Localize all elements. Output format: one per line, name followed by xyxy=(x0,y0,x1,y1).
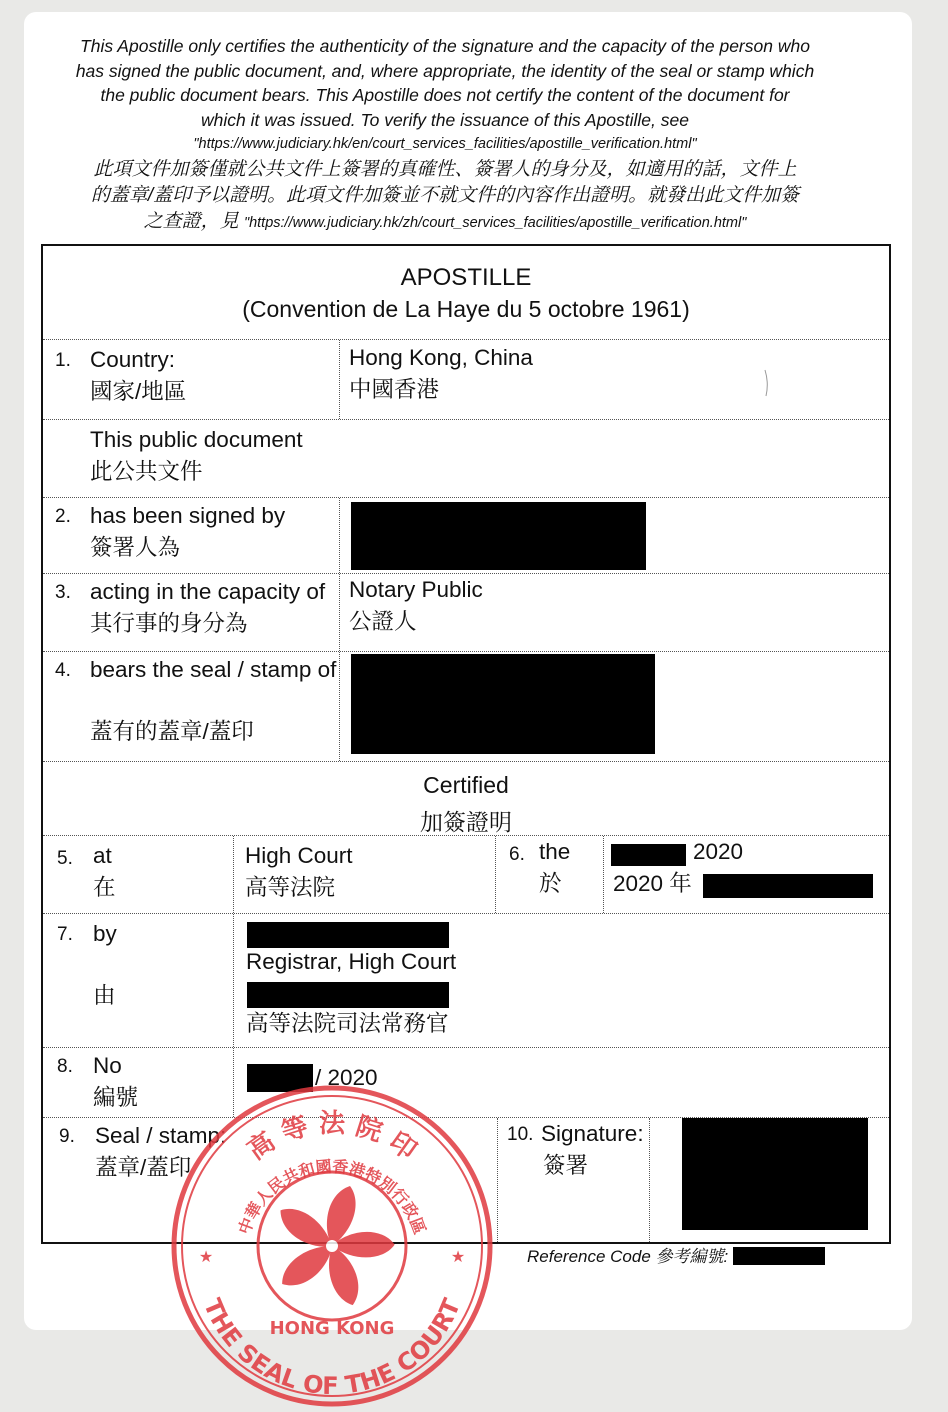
row-capacity xyxy=(43,574,889,652)
seal-of-label-en: bears the seal / stamp of xyxy=(90,657,337,682)
notice-line-4: which it was issued. To verify the issuance of this Apostille, see xyxy=(201,109,689,130)
field-number: 1. xyxy=(55,350,71,371)
date-year: 2020 xyxy=(693,839,744,864)
row-at-the xyxy=(43,836,889,914)
apostille-notice xyxy=(30,34,860,236)
row-seal-of xyxy=(43,652,889,762)
redacted-seal-owner xyxy=(351,654,655,754)
capacity-label: acting in the capacity of 其行事的身分為 xyxy=(90,579,326,636)
field-number: 4. xyxy=(55,660,71,681)
redacted-signer-name xyxy=(351,502,646,570)
field-number: 3. xyxy=(55,582,71,603)
field-number: 6. xyxy=(509,844,525,865)
notice-line-3: the public document bears. This Apostille does not certify the content of the document for xyxy=(100,85,790,105)
seal-of-label-zh: 蓋有的蓋章/蓋印 xyxy=(90,719,254,744)
certified-zh: 加簽證明 xyxy=(420,809,512,835)
country-label: Country: 國家/地區 xyxy=(90,347,187,404)
field-number: 5. xyxy=(57,848,73,869)
row-certified xyxy=(43,762,889,836)
svg-text:中華人民共和國香港特別行政區: 中華人民共和國香港特別行政區 xyxy=(234,1156,430,1237)
redacted-reference-code xyxy=(733,1247,825,1265)
verification-url-en[interactable]: "https://www.judiciary.hk/en/court_services_facilities/apostille_verification.html" xyxy=(193,136,697,152)
redacted-date-day xyxy=(611,844,686,866)
country-value: Hong Kong, China 中國香港 xyxy=(349,345,533,402)
svg-text:HONG KONG: HONG KONG xyxy=(269,1318,395,1339)
by-label-en: by xyxy=(93,921,117,946)
seal-stamp-label: Seal / stamp: 蓋章/蓋印 xyxy=(95,1123,227,1180)
date-year-zh: 2020 年 xyxy=(613,871,692,896)
by-value-en: Registrar, High Court xyxy=(246,949,457,974)
notice-line-1: This Apostille only certifies the authenticity of the signature and the capacity of the person who xyxy=(80,36,810,56)
field-number: 2. xyxy=(55,506,71,527)
no-value-suffix: / 2020 xyxy=(315,1065,378,1090)
redacted-signature xyxy=(682,1118,868,1230)
notice-zh-line-2: 的蓋章/蓋印予以證明。此項文件加簽並不就文件的內容作出證明。就發出此文件加簽 xyxy=(90,184,800,206)
notice-zh-line-1: 此項文件加簽僅就公共文件上簽署的真確性、簽署人的身分及，如適用的話，文件上 xyxy=(93,158,797,180)
no-label: No 編號 xyxy=(93,1053,139,1110)
at-value: High Court 高等法院 xyxy=(245,843,353,900)
svg-text:★: ★ xyxy=(198,1247,214,1266)
notice-zh-line-3: 之查證，見 xyxy=(143,210,239,232)
form-subtitle: (Convention de La Haye du 5 octobre 1961) xyxy=(242,296,690,322)
row-by xyxy=(43,914,889,1048)
redacted-registrar-name-en xyxy=(247,922,449,948)
field-number: 9. xyxy=(59,1126,75,1147)
field-number: 8. xyxy=(57,1056,73,1077)
row-public-document xyxy=(43,420,889,498)
row-signed-by xyxy=(43,498,889,574)
notice-line-2: has signed the public document, and, where appropriate, the identity of the seal or stamp which xyxy=(75,60,815,81)
the-label: the 於 xyxy=(539,839,571,896)
form-header xyxy=(43,246,889,340)
signature-label: Signature: 簽署 xyxy=(541,1121,644,1178)
svg-text:★: ★ xyxy=(450,1247,466,1266)
field-number: 10. xyxy=(507,1124,534,1145)
form-title: APOSTILLE xyxy=(400,264,532,291)
signed-by-label: has been signed by 簽署人為 xyxy=(90,503,286,560)
field-number: 7. xyxy=(57,924,73,945)
reference-code-label: Reference Code 參考編號: xyxy=(527,1247,729,1266)
reference-code xyxy=(527,1242,825,1267)
by-label-zh: 由 xyxy=(93,983,116,1008)
certified-en: Certified xyxy=(423,772,509,798)
redacted-registrar-name-zh xyxy=(247,982,449,1008)
svg-text:THE SEAL OF THE COURT: THE SEAL OF THE COURT xyxy=(197,1294,467,1401)
public-document-label: This public document 此公共文件 xyxy=(90,427,303,484)
capacity-value: Notary Public 公證人 xyxy=(349,577,483,634)
court-seal-stamp xyxy=(168,1082,496,1410)
verification-url-zh[interactable]: "https://www.judiciary.hk/zh/court_services_facilities/apostille_verification.html" xyxy=(243,214,747,231)
at-label: at 在 xyxy=(93,843,116,900)
pen-mark xyxy=(762,368,772,398)
by-value-zh: 高等法院司法常務官 xyxy=(246,1011,449,1036)
svg-text:高 等 法 院 印: 高 等 法 院 印 xyxy=(242,1109,422,1167)
redacted-date-zh xyxy=(703,874,873,898)
